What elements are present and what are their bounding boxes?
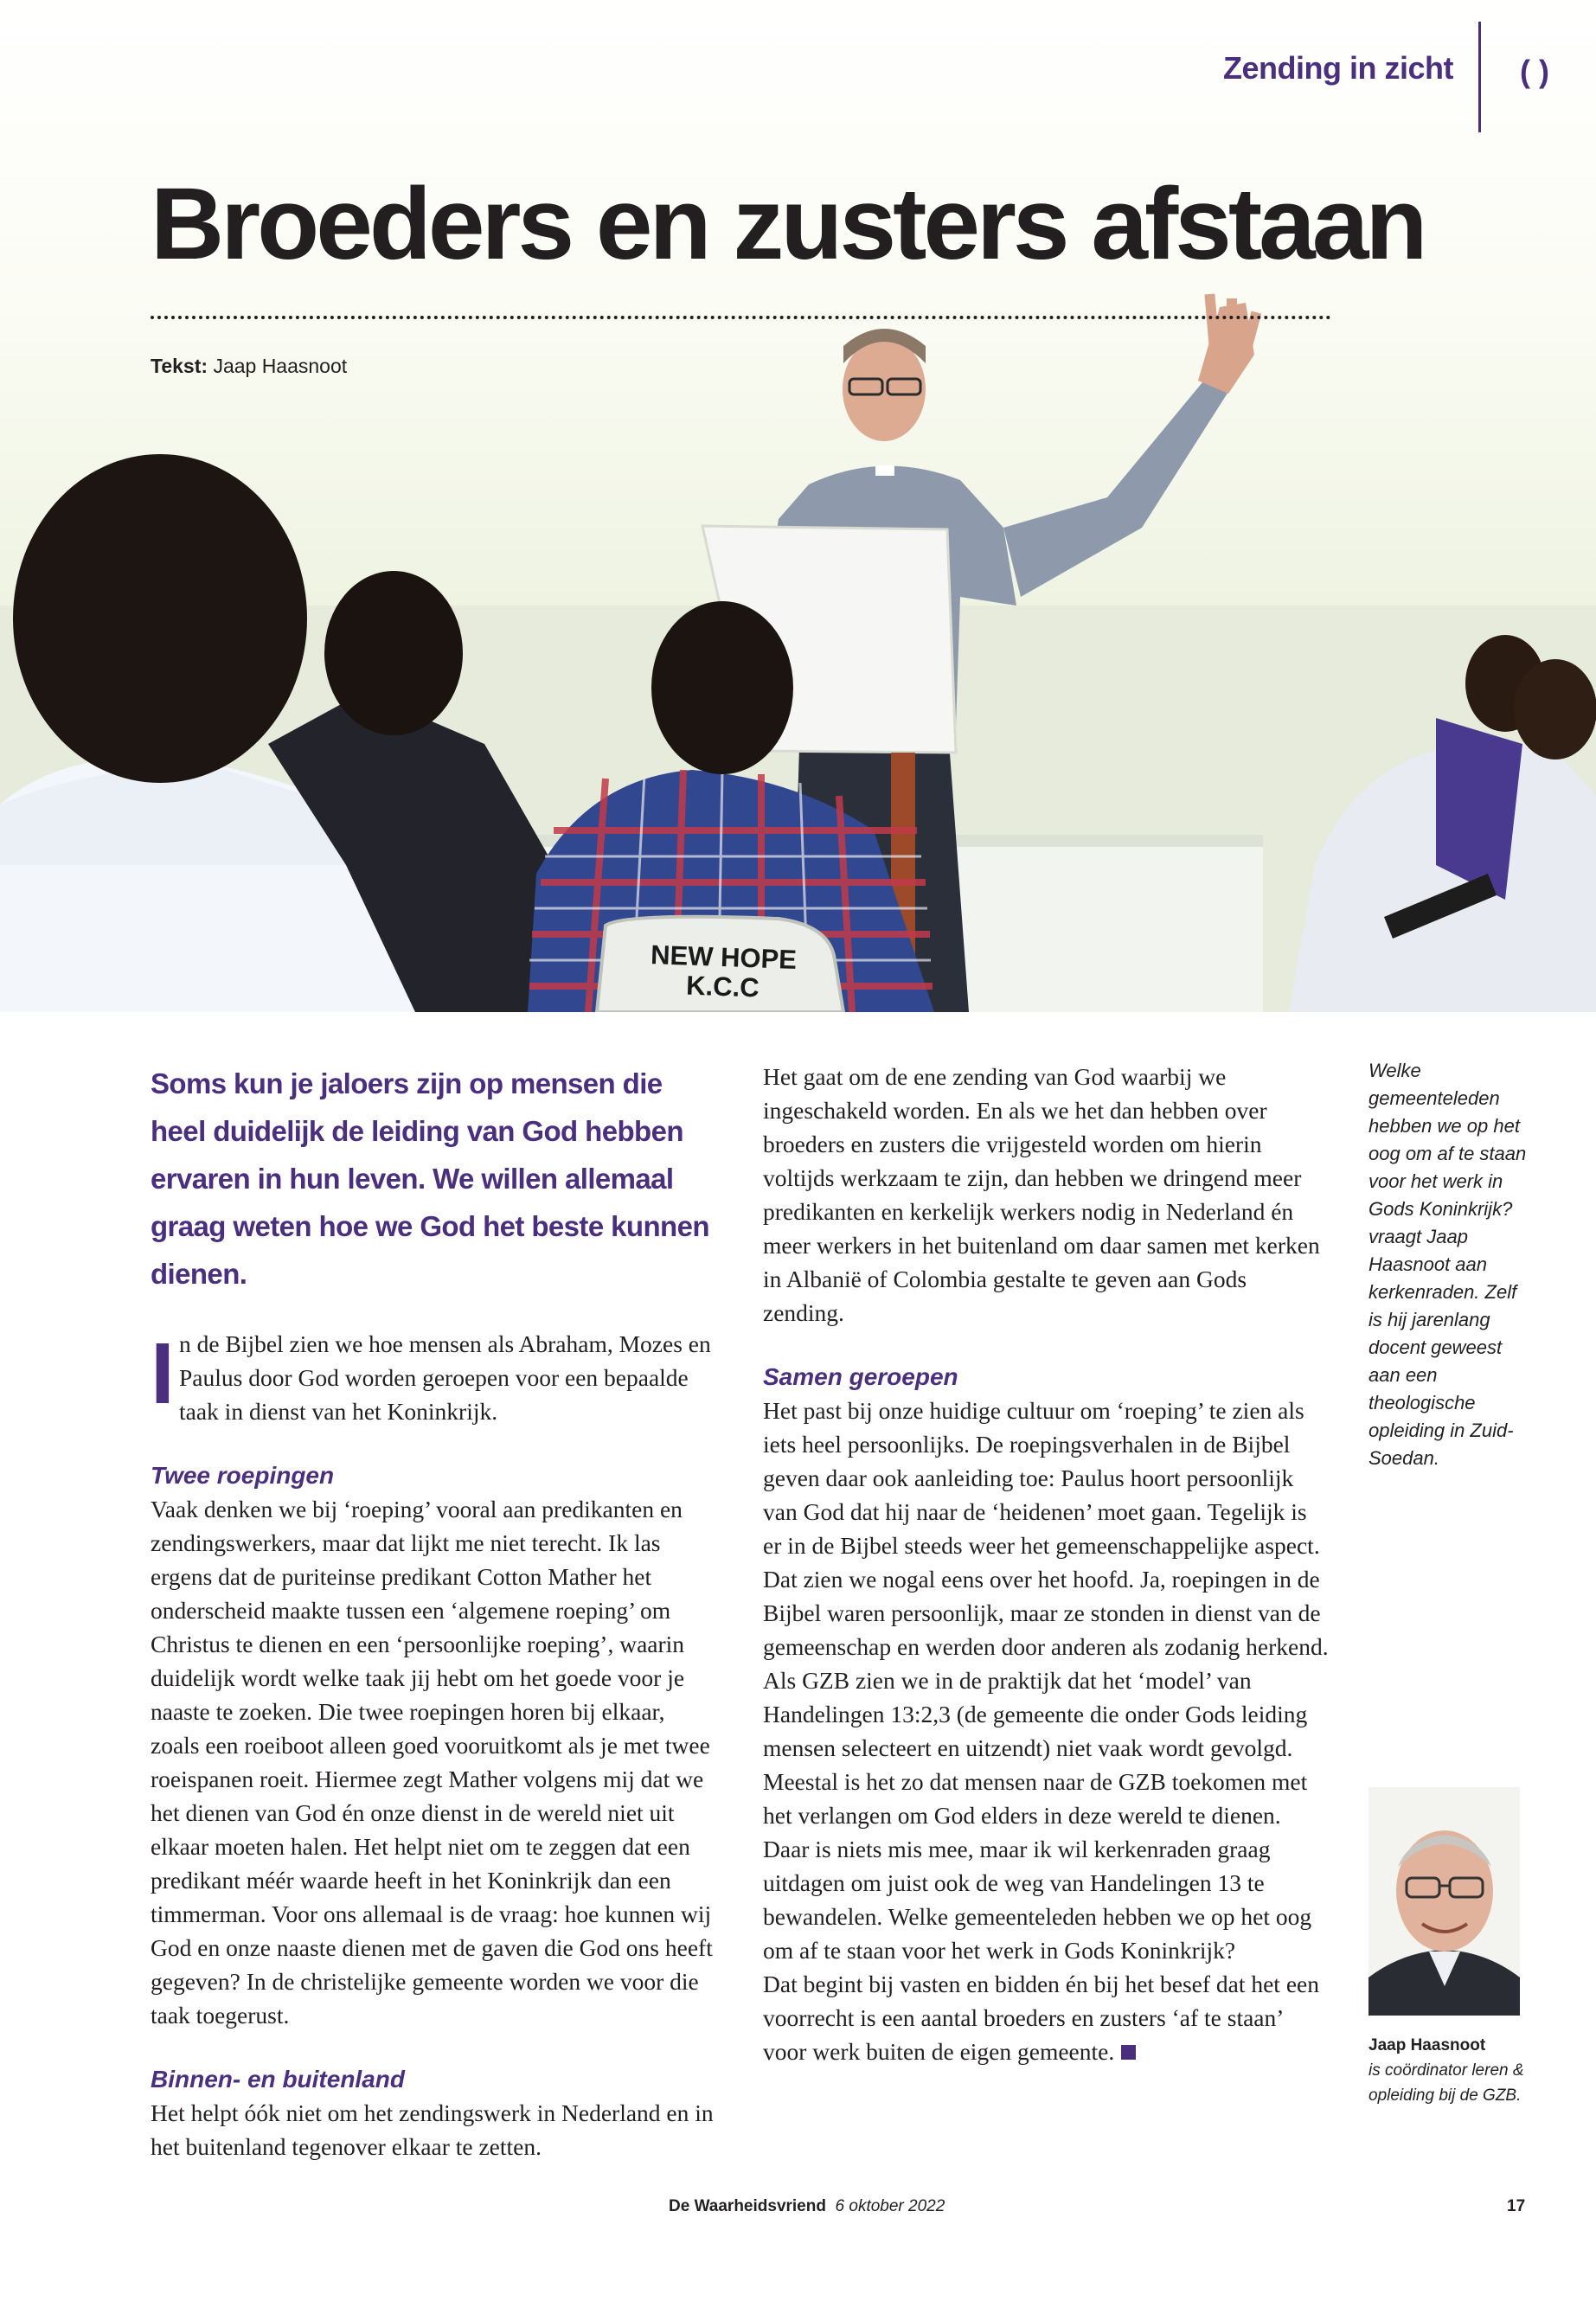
section-label: Zending in zicht bbox=[1223, 50, 1453, 86]
article-lead: Soms kun je jaloers zijn op mensen die heel duidelijk de leiding van God hebben ervaren in hun leven. We willen allemaal graag weten hoe we God het beste kunnen dienen. bbox=[151, 1067, 709, 1290]
portrait-illustration bbox=[1368, 1787, 1520, 2016]
section-mark-icon: ( ) bbox=[1520, 54, 1549, 89]
portrait-name: Jaap Haasnoot bbox=[1368, 2036, 1486, 2054]
subheading-binnen-buitenland: Binnen- en buitenland bbox=[151, 2066, 405, 2093]
end-mark-icon bbox=[1121, 2045, 1136, 2060]
subheading-twee-roepingen: Twee roepingen bbox=[151, 1462, 335, 1489]
footer-magazine bbox=[669, 2197, 945, 2216]
issue-date: 6 oktober 2022 bbox=[835, 2197, 945, 2215]
drop-cap: I bbox=[151, 1325, 175, 1422]
author-portrait bbox=[1368, 1787, 1520, 2016]
closing-sentence: Dat begint bij vasten en bidden én bij het besef dat het een voorrecht is een aantal broeders en zusters ‘af te staan’ voor werk buiten de eigen gemeente. bbox=[763, 1971, 1319, 2065]
portrait-role: is coördinator leren & opleiding bij de GZB. bbox=[1368, 2061, 1524, 2105]
chair-sign-line2: K.C.C bbox=[685, 970, 760, 1003]
subheading-samen-geroepen: Samen geroepen bbox=[763, 1363, 958, 1390]
chair-sign-line1: NEW HOPE bbox=[650, 939, 798, 975]
intro-paragraph bbox=[151, 1327, 717, 1428]
section3-text: Het past bij onze huidige cultuur om ‘roeping’ te zien als iets heel persoonlijks. De roepingsverhalen in de Bijbel geven daar ook aanleiding toe: Paulus hoort persoonlijk van God dat hij naar de ‘heidenen’ moet gaan. Tegelijk is er in de Bijbel steeds weer het gemeenschappelijke aspect. Dat zien we nogal eens over het hoofd. Ja, roepingen in de Bijbel waren persoonlijk, maar ze stonden in dienst van de gemeenschap en werden door anderen als zodanig herkend. Als GZB zien we in de praktijk dat het ‘model’ van Handelingen 13:2,3 (de gemeente die onder Gods leiding mensen selecteert en uitzendt) niet vaak wordt gevolgd. Meestal is het zo dat mensen naar de GZB toekomen met het verlangen om God elders in deze wereld te dienen. Daar is niets mis mee, maar ik wil kerkenraden graag uitdagen om juist ook de weg van Handelingen 13 te bewandelen. Welke gemeenteleden hebben we op het oog om af te staan voor het werk in Gods Koninkrijk? bbox=[763, 1397, 1329, 1964]
column-2 bbox=[763, 1060, 1330, 2068]
title-dotted-rule bbox=[151, 316, 1331, 319]
magazine-name: De Waarheidsvriend bbox=[669, 2197, 826, 2215]
section1-text: Vaak denken we bij ‘roeping’ vooral aan predikanten en zendingswerkers, maar dat lijkt me niet terecht. Ik las ergens dat de puriteinse predikant Cotton Mather het onderscheid maakte tussen een ‘algemene roeping’ om Christus te dienen en een ‘persoonlijke roeping’, waarin duidelijk wordt welke taak jij hebt om het goede voor je naaste te zoeken. Die twee roepingen horen bij elkaar, zoals een roeiboot alleen goed vooruitkomt als je met twee roeispanen roeit. Hiermee zegt Mather volgens mij dat we het dienen van God én onze dienst in de wereld niet uit elkaar moeten halen. Het helpt niet om te zeggen dat een predikant méér waarde heeft in het Koninkrijk dan een timmerman. Voor ons allemaal is de vraag: hoe kunnen wij God en onze naaste dienen met de gaven die God ons heeft gegeven? In de christelijke gemeente worden we voor die taak toegerust. bbox=[151, 1496, 713, 2029]
byline bbox=[151, 355, 347, 378]
byline-label: Tekst: bbox=[151, 355, 208, 377]
section-divider bbox=[1478, 22, 1481, 132]
article-title: Broeders en zusters afstaan bbox=[151, 167, 1425, 281]
byline-author: Jaap Haasnoot bbox=[213, 355, 348, 377]
section2-text: Het helpt óók niet om het zendingswerk in Nederland en in het buitenland tegenover elkaar te zetten. bbox=[151, 2099, 714, 2160]
hero-photo bbox=[0, 0, 1596, 1012]
closing-text bbox=[763, 1967, 1330, 2068]
portrait-caption bbox=[1368, 2033, 1542, 2108]
column-1 bbox=[151, 1060, 717, 2163]
intro-text: n de Bijbel zien we hoe mensen als Abraham, Mozes en Paulus door God worden geroepen voor een bepaalde taak in dienst van het Koninkrijk. bbox=[179, 1330, 711, 1425]
page-number: 17 bbox=[1507, 2197, 1526, 2215]
column2-text: Het gaat om de ene zending van God waarbij we ingeschakeld worden. En als we het dan hebben over broeders en zusters die vrijgesteld worden om hierin voltijds werkzaam te zijn, dan hebben we dringend meer predikanten en kerkelijk werkers nodig in Nederland én meer werkers in het buitenland om daar samen met kerken in Albanië of Colombia gestalte te geven aan Gods zending. bbox=[763, 1063, 1320, 1326]
sidebar-intro: Welke gemeenteleden hebben we op het oog om af te staan voor het werk in Gods Koninkrijk? vraagt Jaap Haasnoot aan kerkenraden. Zelf is hij jarenlang docent geweest aan een theologische opleiding in Zuid-Soedan. bbox=[1368, 1060, 1527, 1469]
classroom-illustration bbox=[0, 0, 1596, 1012]
